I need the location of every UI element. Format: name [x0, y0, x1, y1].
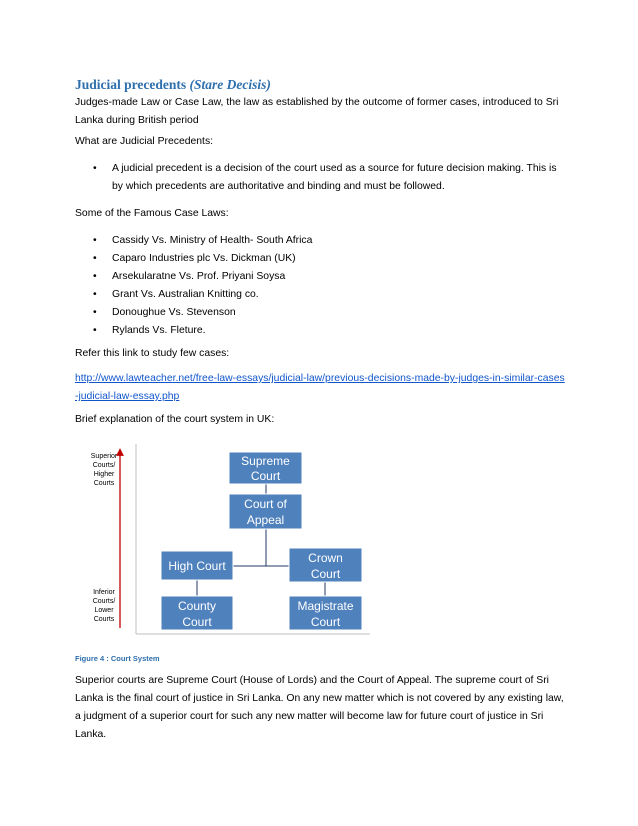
brief-line: Brief explanation of the court system in UK:: [75, 414, 275, 425]
case-text: Caparo Industries plc Vs. Dickman (UK): [112, 253, 296, 264]
case-text: Arsekularatne Vs. Prof. Priyani Soysa: [112, 271, 286, 282]
high-court-box: [161, 551, 233, 580]
question-line: What are Judicial Precedents:: [75, 136, 214, 147]
box-label: Appeal: [246, 513, 285, 527]
case-text: Cassidy Vs. Ministry of Health- South Africa: [112, 235, 313, 246]
figure-caption: Figure 4 : Court System: [75, 654, 160, 663]
case-text: Donoughue Vs. Stevenson: [112, 307, 236, 318]
famous-heading: Some of the Famous Case Laws:: [75, 208, 229, 219]
magistrate-court-box: [289, 596, 362, 630]
box-label: Court: [310, 567, 341, 581]
case-text: Rylands Vs. Fleture.: [112, 325, 206, 336]
case-law-link[interactable]: http://www.lawteacher.net/free-law-essays/judicial-law/previous-decisions-made-by-judges-in-similar-cases-judicial-law-essay.php: [75, 373, 565, 402]
box-label: County: [177, 599, 217, 613]
bullet-dot: •: [93, 163, 97, 174]
bullet-dot: •: [93, 289, 97, 300]
case-text: Grant Vs. Australian Knitting co.: [112, 289, 259, 300]
superior-label-line: Superior: [90, 453, 118, 460]
box-label: Court: [250, 469, 281, 483]
closing-paragraph: Superior courts are Supreme Court (House of Lords) and the Court of Appeal. The supreme court of Sri Lanka is the final court of justice in Sri Lanka. On any new matter which is not covered by any existing law, a judgment of a superior court for such any new matter will become law for future court of justice in Sri Lanka.: [75, 675, 564, 740]
superior-label-line: Higher: [93, 471, 115, 478]
court-of-appeal-box: [229, 494, 302, 529]
supreme-court-box: [229, 452, 302, 484]
bullet-dot: •: [93, 235, 97, 246]
crown-court-box: [289, 548, 362, 582]
box-label: Court: [182, 615, 212, 629]
box-label: Supreme: [241, 454, 290, 468]
bullet-dot: •: [93, 271, 97, 282]
bullet-dot: •: [93, 253, 97, 264]
heading-italic: (Stare Decisis): [189, 77, 271, 92]
superior-label-line: Courts/: [92, 462, 116, 469]
intro-paragraph: Judges-made Law or Case Law, the law as established by the outcome of former cases, introduced to Sri Lanka during British period: [75, 97, 559, 126]
box-label: Magistrate: [297, 599, 354, 613]
refer-line: Refer this link to study few cases:: [75, 348, 230, 359]
county-court-box: [161, 596, 233, 630]
box-label: Crown: [308, 551, 343, 565]
bullet-dot: •: [93, 307, 97, 318]
box-label: High Court: [168, 559, 226, 573]
heading-text: Judicial precedents: [75, 77, 190, 92]
bullet-dot: •: [93, 325, 97, 336]
inferior-label-line: Inferior: [93, 589, 115, 596]
definition-text: A judicial precedent is a decision of the court used as a source for future decision making. This is by which precedents are authoritative and binding and must be followed.: [112, 163, 557, 192]
box-label: Court of: [244, 497, 287, 511]
inferior-label-line: Courts: [93, 616, 115, 623]
inferior-label-line: Courts/: [92, 598, 116, 605]
box-label: Court: [310, 615, 341, 629]
inferior-label-line: Lower: [94, 607, 114, 614]
superior-label-line: Courts: [93, 480, 115, 487]
